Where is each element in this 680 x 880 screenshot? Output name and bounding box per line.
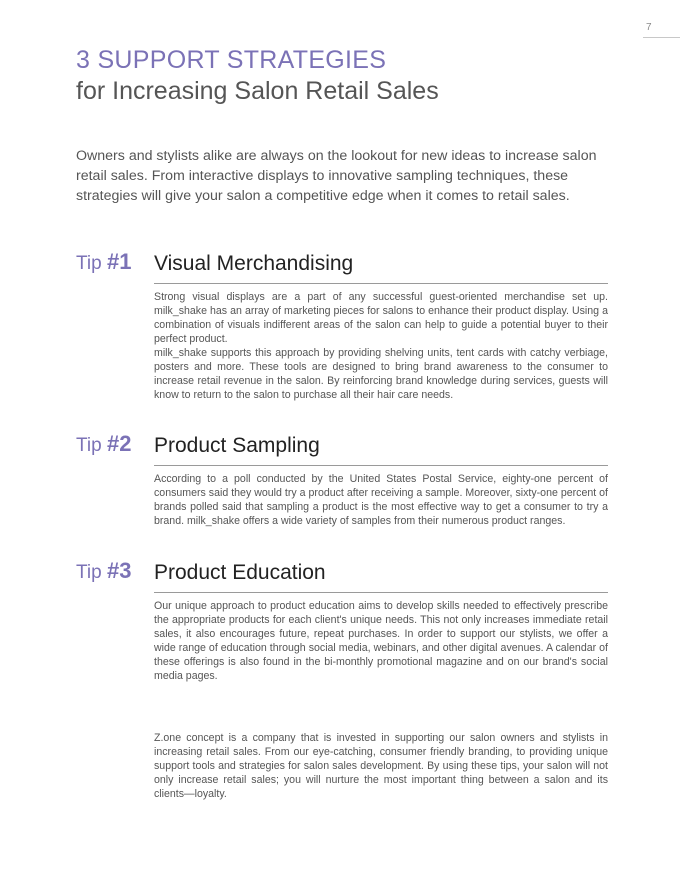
title-line-2: for Increasing Salon Retail Sales	[76, 77, 439, 105]
intro-paragraph: Owners and stylists alike are always on the lookout for new ideas to increase salon retail sales. From interactive displays to innovative sampling techniques, these strategies will give your salon a competitive edge when it comes to retail sales.	[76, 148, 597, 204]
page-number-rule	[643, 37, 680, 38]
tip-1-title: Visual Merchandising	[154, 252, 354, 275]
tip-2-heading	[76, 433, 608, 459]
tip-3-number: #3	[106, 558, 132, 583]
tip-3-heading	[76, 560, 608, 586]
closing-body	[154, 731, 608, 801]
tip-3-paragraph-1: Our unique approach to product education aims to develop skills needed to effectively prescribe the appropriate products for each client's unique needs. This not only increases immediate retail sales, it also encourages future, repeat purchases. In order to support our stylists, we offer a wide range of education through social media, webinars, and other digital avenues. A calendar of these offerings is also found in the bi-monthly promotional magazine and on our brand's social media pages.	[154, 600, 608, 682]
tip-3-prefix: Tip	[76, 562, 102, 583]
tip-1-number: #1	[106, 249, 132, 274]
tip-2-title: Product Sampling	[154, 434, 320, 457]
tip-2-rule	[154, 465, 608, 466]
tip-2-number: #2	[106, 431, 132, 456]
page-number: 7	[646, 22, 652, 33]
closing-paragraph: Z.one concept is a company that is invested in supporting our salon owners and stylists in increasing retail sales. From our eye-catching, consumer friendly branding, to providing unique support tools and strategies for salon sales development. By using these tips, your salon will not only increase retail sales; you will nurture the most important thing between a salon and its clients—loyalty.	[154, 732, 608, 800]
tip-2-prefix: Tip	[76, 435, 102, 456]
tip-3-title: Product Education	[154, 561, 326, 584]
tip-1-label	[76, 249, 131, 277]
title-line-1: 3 SUPPORT STRATEGIES	[76, 46, 387, 74]
tip-2-label	[76, 431, 131, 459]
tip-1-heading	[76, 251, 608, 277]
tip-2-body	[154, 472, 608, 528]
tip-1-body	[154, 290, 608, 402]
tip-3-rule	[154, 592, 608, 593]
tip-1-prefix: Tip	[76, 253, 102, 274]
tip-3-label	[76, 558, 131, 586]
tip-1-rule	[154, 283, 608, 284]
tip-2-paragraph-1: According to a poll conducted by the United States Postal Service, eighty-one percent of consumers said they would try a product after receiving a sample. Moreover, sixty-one percent of brands polled said that sampling a product is the most effective way to get a consumer to try a brand. milk_shake offers a wide variety of samples from their numerous product ranges.	[154, 473, 608, 527]
tip-1-paragraph-2: milk_shake supports this approach by providing shelving units, tent cards with catchy verbiage, posters and more. These tools are designed to bring brand awareness to the consumer to increase retail revenue in the salon. By reinforcing brand knowledge during services, guests will know to return to the salon to purchase all their hair care needs.	[154, 347, 608, 401]
tip-1-paragraph-1: Strong visual displays are a part of any successful guest-oriented merchandise set up. milk_shake has an array of marketing pieces for salons to enhance their product display. Using a combination of visuals indifferent areas of the salon can help to guide a potential buyer to their perfect product.	[154, 291, 608, 345]
page-title	[76, 45, 439, 107]
tip-3-body	[154, 599, 608, 683]
